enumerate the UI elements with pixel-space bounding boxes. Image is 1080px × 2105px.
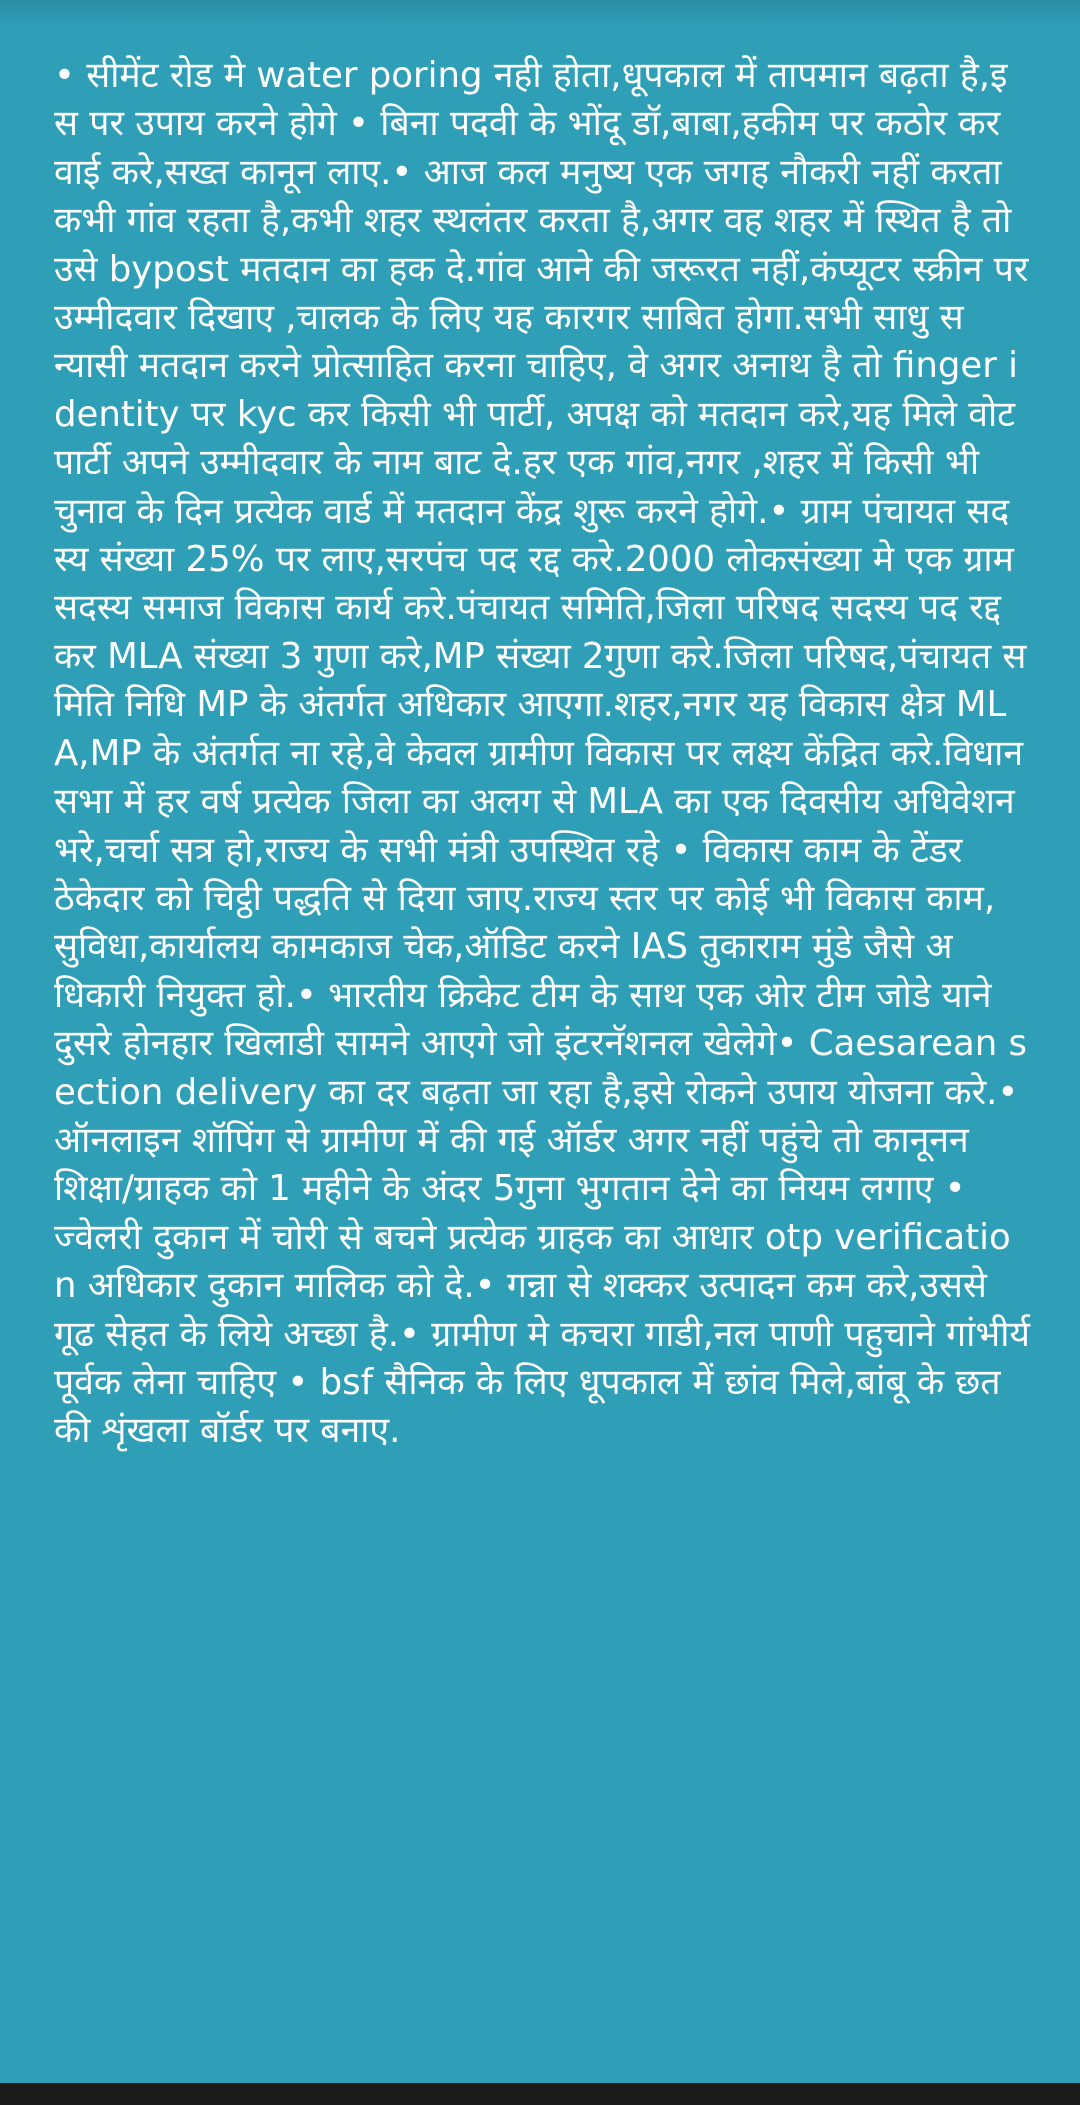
top-edge-shadow	[0, 0, 1080, 30]
post-body-text: • सीमेंट रोड मे water poring नही होता,धूपकाल में तापमान बढ़ता है,इस पर उपाय करने होगे • बिना पदवी के भोंदू डॉ,बाबा,हकीम पर कठोर करवाई करे,सख्त कानून लाए.• आज कल मनुष्य एक जगह नौकरी नहीं करता कभी गांव रहता है,कभी शहर स्थलंतर करता है,अगर वह शहर में स्थित है तो उसे bypost मतदान का हक दे.गांव आने की जरूरत नहीं,कंप्यूटर स्क्रीन पर उम्मीदवार दिखाए ,चालक के लिए यह कारगर साबित होगा.सभी साधु सन्यासी मतदान करने प्रोत्साहित करना चाहिए, वे अगर अनाथ है तो finger identity पर kyc कर किसी भी पार्टी, अपक्ष को मतदान करे,यह मिले वोट पार्टी अपने उम्मीदवार के नाम बाट दे.हर एक गांव,नगर ,शहर में किसी भी चुनाव के दिन प्रत्येक वार्ड में मतदान केंद्र शुरू करने होगे.• ग्राम पंचायत सदस्य संख्या 25% पर लाए,सरपंच पद रद्द करे.2000 लोकसंख्या मे एक ग्राम सदस्य समाज विकास कार्य करे.पंचायत समिति,जिला परिषद सदस्य पद रद्द कर MLA संख्या 3 गुणा करे,MP संख्या 2गुणा करे.जिला परिषद,पंचायत समिति निधि MP के अंतर्गत अधिकार आएगा.शहर,नगर यह विकास क्षेत्र MLA,MP के अंतर्गत ना रहे,वे केवल ग्रामीण विकास पर लक्ष्य केंद्रित करे.विधानसभा में हर वर्ष प्रत्येक जिला का अलग से MLA का एक दिवसीय अधिवेशन भरे,चर्चा सत्र हो,राज्य के सभी मंत्री उपस्थित रहे • विकास काम के टेंडर ठेकेदार को चिट्ठी पद्धति से दिया जाए.राज्य स्तर पर कोई भी विकास काम,सुविधा,कार्यालय कामकाज चेक,ऑडिट करने IAS तुकाराम मुंडे जैसे अधिकारी नियुक्त हो.• भारतीय क्रिकेट टीम के साथ एक ओर टीम जोडे याने दुसरे होनहार खिलाडी सामने आएगे जो इंटरनॅशनल खेलेगे• Caesarean section delivery का दर बढ़ता जा रहा है,इसे रोकने उपाय योजना करे.• ऑनलाइन शॉपिंग से ग्रामीण में की गई ऑर्डर अगर नहीं पहुंचे तो कानूनन शिक्षा/ग्राहक को 1 महीने के अंदर 5गुना भुगतान देने का नियम लगाए • ज्वेलरी दुकान में चोरी से बचने प्रत्येक ग्राहक का आधार otp verification अधिकार दुकान मालिक को दे.• गन्ना से शक्कर उत्पादन कम करे,उससे गूढ सेहत के लिये अच्छा है.• ग्रामीण मे कचरा गाडी,नल पाणी पहुचाने गांभीर्य पूर्वक लेना चाहिए • bsf सैनिक के लिए धूपकाल में छांव मिले,बांबू के छत की शृंखला बॉर्डर पर बनाए.	[54, 55, 1031, 1452]
bottom-navigation-bar	[0, 2083, 1080, 2105]
